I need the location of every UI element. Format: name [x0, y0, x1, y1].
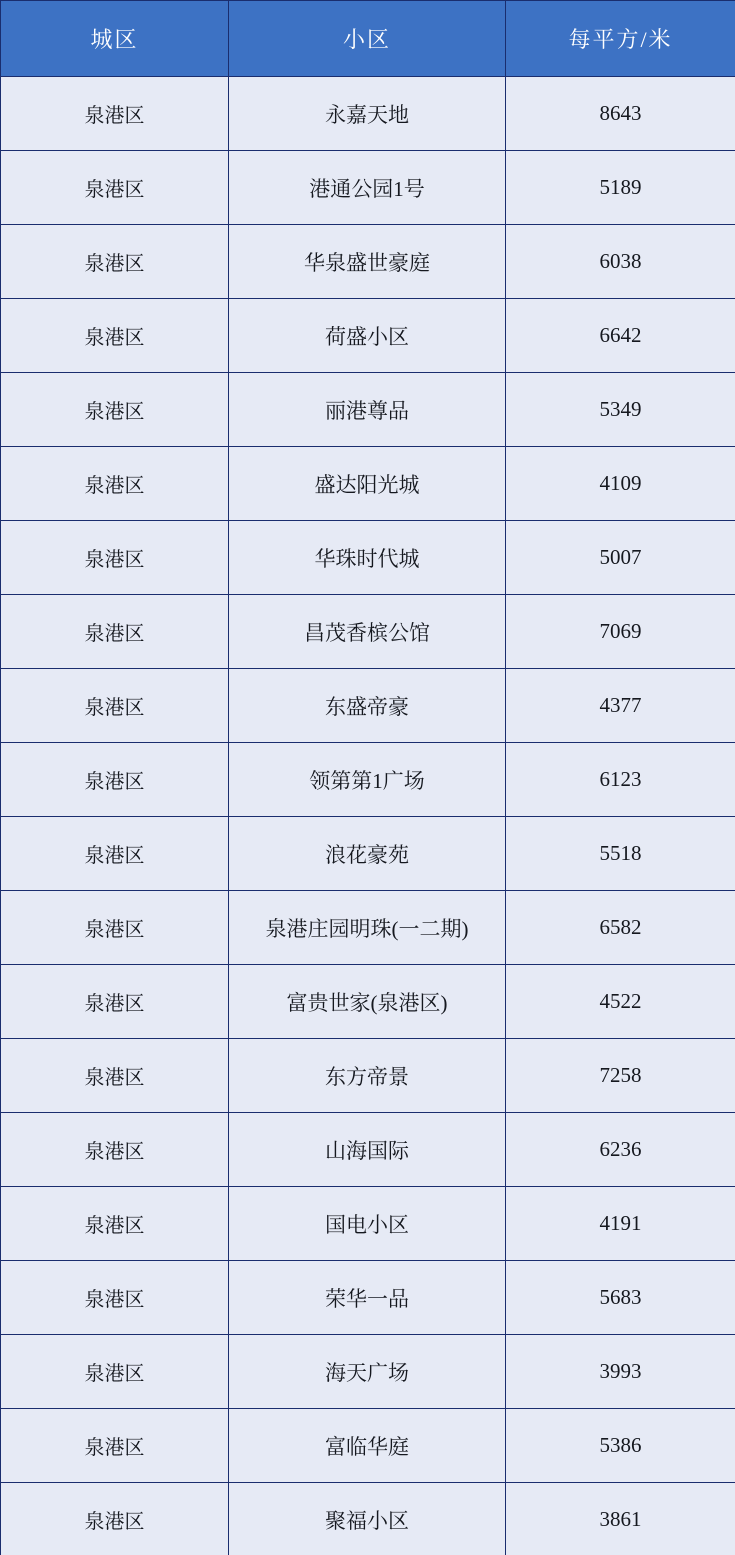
table-row	[1, 1113, 735, 1187]
table-row	[1, 1261, 735, 1335]
cell-community: 浪花豪苑	[229, 817, 506, 891]
cell-community: 港通公园1号	[229, 151, 506, 225]
cell-community: 华泉盛世豪庭	[229, 225, 506, 299]
table-row	[1, 743, 735, 817]
cell-district: 泉港区	[1, 1409, 229, 1483]
cell-community: 丽港尊品	[229, 373, 506, 447]
table-row	[1, 1187, 735, 1261]
table-row	[1, 77, 735, 151]
cell-district: 泉港区	[1, 817, 229, 891]
cell-price: 3993	[506, 1335, 735, 1409]
cell-price: 6123	[506, 743, 735, 817]
table-row	[1, 1483, 735, 1555]
cell-community: 海天广场	[229, 1335, 506, 1409]
cell-community: 领第第1广场	[229, 743, 506, 817]
cell-district: 泉港区	[1, 1335, 229, 1409]
cell-community: 泉港庄园明珠(一二期)	[229, 891, 506, 965]
cell-price: 7258	[506, 1039, 735, 1113]
cell-price: 6582	[506, 891, 735, 965]
cell-district: 泉港区	[1, 1039, 229, 1113]
table-row	[1, 225, 735, 299]
cell-community: 昌茂香槟公馆	[229, 595, 506, 669]
table-row	[1, 299, 735, 373]
cell-district: 泉港区	[1, 743, 229, 817]
cell-community: 华珠时代城	[229, 521, 506, 595]
cell-district: 泉港区	[1, 225, 229, 299]
table-row	[1, 151, 735, 225]
cell-district: 泉港区	[1, 1261, 229, 1335]
cell-community: 聚福小区	[229, 1483, 506, 1555]
cell-price: 5386	[506, 1409, 735, 1483]
cell-price: 4109	[506, 447, 735, 521]
cell-district: 泉港区	[1, 1483, 229, 1555]
cell-district: 泉港区	[1, 373, 229, 447]
cell-district: 泉港区	[1, 447, 229, 521]
cell-price: 5007	[506, 521, 735, 595]
cell-district: 泉港区	[1, 669, 229, 743]
cell-community: 永嘉天地	[229, 77, 506, 151]
column-header-price: 每平方/米	[506, 1, 735, 77]
cell-price: 5349	[506, 373, 735, 447]
cell-price: 6038	[506, 225, 735, 299]
table-row	[1, 891, 735, 965]
table-header	[1, 1, 735, 77]
cell-price: 4191	[506, 1187, 735, 1261]
table-row	[1, 1409, 735, 1483]
cell-community: 东方帝景	[229, 1039, 506, 1113]
cell-price: 7069	[506, 595, 735, 669]
table-row	[1, 817, 735, 891]
cell-price: 4377	[506, 669, 735, 743]
table-row	[1, 373, 735, 447]
table-row	[1, 595, 735, 669]
cell-district: 泉港区	[1, 77, 229, 151]
cell-price: 4522	[506, 965, 735, 1039]
table-row	[1, 521, 735, 595]
table-row	[1, 1039, 735, 1113]
cell-district: 泉港区	[1, 1113, 229, 1187]
cell-community: 东盛帝豪	[229, 669, 506, 743]
table-row	[1, 965, 735, 1039]
cell-community: 山海国际	[229, 1113, 506, 1187]
cell-community: 富临华庭	[229, 1409, 506, 1483]
cell-price: 6642	[506, 299, 735, 373]
cell-community: 荷盛小区	[229, 299, 506, 373]
cell-price: 6236	[506, 1113, 735, 1187]
table-header-row	[1, 1, 735, 77]
table-row	[1, 447, 735, 521]
cell-district: 泉港区	[1, 299, 229, 373]
cell-district: 泉港区	[1, 1187, 229, 1261]
cell-district: 泉港区	[1, 891, 229, 965]
cell-district: 泉港区	[1, 151, 229, 225]
column-header-community: 小区	[229, 1, 506, 77]
cell-price: 8643	[506, 77, 735, 151]
cell-price: 5518	[506, 817, 735, 891]
cell-community: 盛达阳光城	[229, 447, 506, 521]
cell-district: 泉港区	[1, 965, 229, 1039]
cell-community: 荣华一品	[229, 1261, 506, 1335]
cell-price: 3861	[506, 1483, 735, 1555]
column-header-district: 城区	[1, 1, 229, 77]
cell-community: 富贵世家(泉港区)	[229, 965, 506, 1039]
cell-price: 5683	[506, 1261, 735, 1335]
table-row	[1, 669, 735, 743]
cell-price: 5189	[506, 151, 735, 225]
table-body	[1, 77, 735, 1555]
cell-district: 泉港区	[1, 521, 229, 595]
cell-district: 泉港区	[1, 595, 229, 669]
cell-community: 国电小区	[229, 1187, 506, 1261]
table-row	[1, 1335, 735, 1409]
